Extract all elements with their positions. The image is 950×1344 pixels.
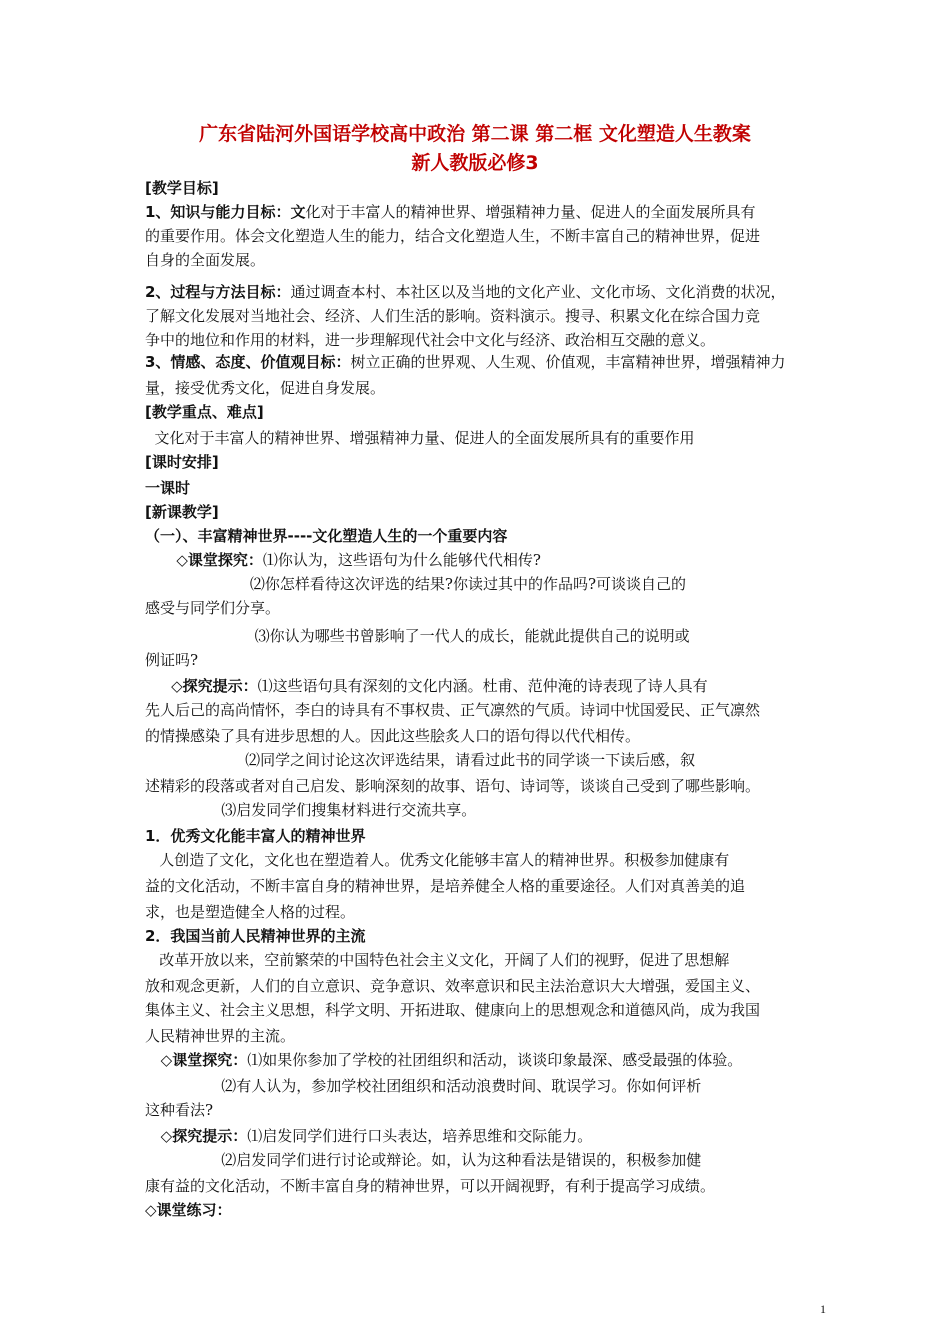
bold-text: （一）、丰富精神世界----文化塑造人生的一个重要内容 <box>145 527 508 545</box>
text-line <box>145 1026 295 1046</box>
text-line <box>145 478 190 498</box>
body-text: ⑵同学之间讨论这次评选结果，请看过此书的同学谈一下读后感，叙 <box>145 751 696 769</box>
bold-text: [新课教学] <box>145 503 219 521</box>
bold-text: 一课时 <box>145 479 191 497</box>
text-line <box>145 750 695 770</box>
body-text: ⑶你认为哪些书曾影响了一代人的成长，能就此提供自己的说明或 <box>145 627 690 645</box>
doc-title-line2: 新人教版必修3 <box>411 152 539 174</box>
body-text: ⑴这些语句具有深刻的文化内涵。杜甫、范仲淹的诗表现了诗人具有 <box>257 677 708 695</box>
text-line <box>145 574 686 594</box>
text-line <box>145 428 695 448</box>
text-line <box>145 1200 232 1220</box>
text-line <box>145 926 365 946</box>
bold-text: [教学目标] <box>145 179 219 197</box>
body-text: 这种看法? <box>145 1101 214 1119</box>
bold-text: ◇课堂练习： <box>145 1201 232 1219</box>
bold-text: 3、情感、态度、价值观目标： <box>145 353 351 371</box>
body-text: 通过调查本村、本社区以及当地的文化产业、文化市场、文化消费的状况， <box>290 283 786 301</box>
body-text: 自身的全面发展。 <box>145 251 266 269</box>
text-line <box>145 650 198 670</box>
text-line <box>145 226 760 246</box>
text-line <box>145 502 219 522</box>
bold-text: [课时安排] <box>145 453 219 471</box>
body-text: ⑴如果你参加了学校的社团组织和活动，谈谈印象最深、感受最强的体验。 <box>247 1051 743 1069</box>
text-line <box>145 550 541 570</box>
text-line <box>145 378 385 398</box>
bold-text: ◇探究提示： <box>145 677 258 695</box>
body-text: 的重要作用。体会文化塑造人生的能力，结合文化塑造人生，不断丰富自己的精神世界，促进 <box>145 227 761 245</box>
text-line <box>145 626 690 646</box>
body-text: 述精彩的段落或者对自己启发、影响深刻的故事、语句、诗词等，谈谈自己受到了哪些影响。 <box>145 777 761 795</box>
text-line <box>145 1176 715 1196</box>
body-text: 人创造了文化，文化也在塑造着人。优秀文化能够丰富人的精神世界。积极参加健康有 <box>145 851 730 869</box>
doc-title-line1: 广东省陆河外国语学校高中政治 第二课 第二框 文化塑造人生教案 <box>199 123 751 145</box>
text-line <box>145 826 365 846</box>
body-text: ⑴启发同学们进行口头表达，培养思维和交际能力。 <box>247 1127 593 1145</box>
body-text: ⑵有人认为，参加学校社团组织和活动浪费时间、耽误学习。你如何评析 <box>145 1077 702 1095</box>
text-line <box>145 902 355 922</box>
text-line <box>145 1150 701 1170</box>
bold-text: 2、过程与方法目标： <box>145 283 291 301</box>
text-line <box>145 282 785 302</box>
text-line <box>145 776 760 796</box>
text-line <box>145 178 219 198</box>
body-text: 量，接受优秀文化，促进自身发展。 <box>145 379 386 397</box>
body-text: 益的文化活动，不断丰富自身的精神世界，是培养健全人格的重要途径。人们对真善美的追 <box>145 877 746 895</box>
body-text: 求，也是塑造健全人格的过程。 <box>145 903 356 921</box>
bold-text: ◇课堂探究： <box>145 1051 248 1069</box>
body-text: 人民精神世界的主流。 <box>145 1027 296 1045</box>
text-line <box>145 1076 701 1096</box>
body-text: 康有益的文化活动，不断丰富自身的精神世界，可以开阔视野，有利于提高学习成绩。 <box>145 1177 716 1195</box>
text-line <box>145 330 715 350</box>
text-line <box>145 876 745 896</box>
text-line <box>145 598 280 618</box>
bold-text: ◇课堂探究： <box>145 551 263 569</box>
text-line <box>145 402 264 422</box>
text-line <box>145 452 219 472</box>
text-line <box>145 950 729 970</box>
body-text: ⑵你怎样看待这次评选的结果?你读过其中的作品吗?可谈谈自己的 <box>145 575 686 593</box>
text-line <box>145 800 476 820</box>
body-text: 化对于丰富人的精神世界、增强精神力量、促进人的全面发展所具有 <box>305 203 756 221</box>
text-line <box>145 202 755 222</box>
text-line <box>145 976 760 996</box>
body-text: 改革开放以来，空前繁荣的中国特色社会主义文化，开阔了人们的视野，促进了思想解 <box>145 951 730 969</box>
body-text: 例证吗? <box>145 651 199 669</box>
body-text: 了解文化发展对当地社会、经济、人们生活的影响。资料演示。搜寻、积累文化在综合国力竞 <box>145 307 761 325</box>
text-line <box>145 1050 742 1070</box>
bold-text: 1、知识与能力目标：文 <box>145 203 306 221</box>
body-text: 树立正确的世界观、人生观、价值观，丰富精神世界，增强精神力 <box>350 353 786 371</box>
text-line <box>145 850 729 870</box>
text-line <box>145 726 640 746</box>
text-line <box>145 306 760 326</box>
text-line <box>145 700 760 720</box>
body-text: 的情操感染了具有进步思想的人。因此这些脍炙人口的语句得以代代相传。 <box>145 727 641 745</box>
text-line <box>145 1126 592 1146</box>
body-text: ⑵启发同学们进行讨论或辩论。如，认为这种看法是错误的，积极参加健 <box>145 1151 702 1169</box>
body-text: 文化对于丰富人的精神世界、增强精神力量、促进人的全面发展所具有的重要作用 <box>145 429 695 447</box>
body-text: 感受与同学们分享。 <box>145 599 281 617</box>
bold-text: [教学重点、难点] <box>145 403 264 421</box>
body-text: 先人后己的高尚情怀，李白的诗具有不事权贵、正气凛然的气质。诗词中忧国爱民、正气凛然 <box>145 701 761 719</box>
body-text: 集体主义、社会主义思想，科学文明、开拓进取、健康向上的思想观念和道德风尚，成为我国 <box>145 1001 761 1019</box>
body-text: ⑴你认为，这些语句为什么能够代代相传? <box>262 551 541 569</box>
bold-text: 1．优秀文化能丰富人的精神世界 <box>145 827 366 845</box>
text-line <box>145 526 507 546</box>
page-number: 1 <box>820 1302 826 1316</box>
text-line <box>145 1000 760 1020</box>
text-line <box>145 352 785 372</box>
text-line <box>145 250 265 270</box>
bold-text: ◇探究提示： <box>145 1127 248 1145</box>
body-text: 争中的地位和作用的材料，进一步理解现代社会中文化与经济、政治相互交融的意义。 <box>145 331 716 349</box>
text-line <box>145 676 708 696</box>
body-text: 放和观念更新，人们的自立意识、竞争意识、效率意识和民主法治意识大大增强，爱国主义、 <box>145 977 761 995</box>
text-line <box>145 1100 213 1120</box>
body-text: ⑶启发同学们搜集材料进行交流共享。 <box>145 801 477 819</box>
bold-text: 2．我国当前人民精神世界的主流 <box>145 927 366 945</box>
